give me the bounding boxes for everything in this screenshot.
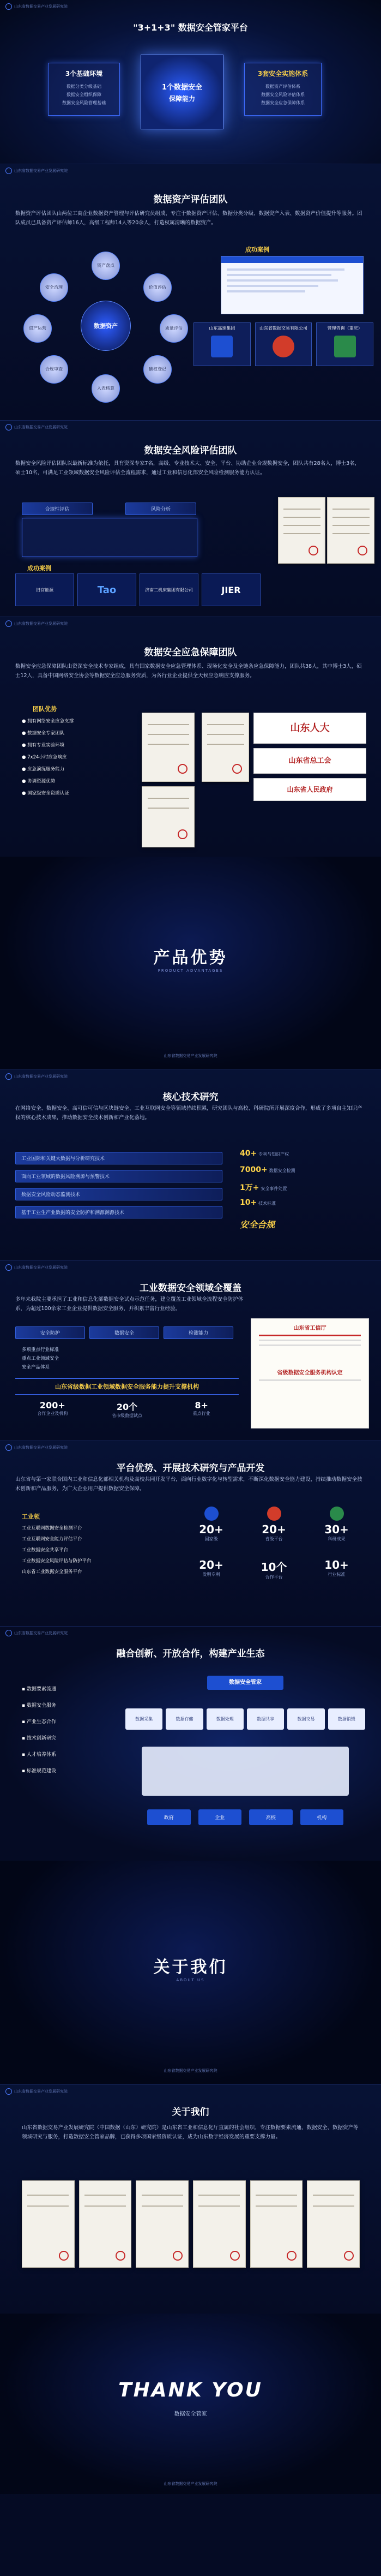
stat: 20+ 发明专利 <box>199 1558 223 1577</box>
stat: 10个 合作平台 <box>261 1561 287 1580</box>
stat: 200+ 合作企业及机构 <box>37 1400 68 1416</box>
brand-header: 山东省数据交易产业发展研究院 <box>5 620 68 627</box>
certificate-image <box>307 2180 360 2268</box>
case-content-lines <box>227 268 358 292</box>
brand-header: 山东省数据交易产业发展研究院 <box>5 1630 68 1636</box>
stat: 20+ 国家级 <box>180 1507 243 1542</box>
slide-product-cover <box>0 857 381 1069</box>
certificate-image <box>193 2180 246 2268</box>
diagram-bottom-node: 政府 <box>147 1809 191 1825</box>
section-title: 平台优势、开展技术研究与产品开发 <box>116 1463 265 1474</box>
section-subtitle: PRODUCT ADVANTAGES <box>158 969 223 973</box>
slide-ecosystem <box>0 1626 381 1861</box>
brand-logo-icon <box>5 1444 12 1451</box>
slogan: 安全合规 <box>240 1220 275 1230</box>
card-sub: 保障能力 <box>168 95 195 103</box>
diagram-node: 数据存储 <box>166 1708 203 1730</box>
brand-logo-icon <box>5 2088 12 2095</box>
brand-logo-icon <box>5 620 12 627</box>
stat: 20个 省市级数据试点 <box>112 1402 142 1418</box>
case-card: 山东省数据交易有限公司 <box>255 322 312 366</box>
slide-thank-you <box>0 2314 381 2494</box>
section-paragraph: 山东省与第一家联合国内工业和信息化部相关机构及高校共同开发平台，面向行业数字化与转型需求，不断深化数据安全能力建设，持续推动数据安全技术创新和产品服务，为广大企业用户提供数据安全保障。 <box>15 1477 362 1492</box>
section-title: 产品优势 <box>153 948 228 967</box>
certificate-image <box>202 713 249 782</box>
section-title: 工业数据安全领域全覆盖 <box>140 1283 241 1294</box>
section-paragraph: 数据安全风险评估团队以最新标准为依托，具有资深专家7名，高级、专业技术大、安全、平台、协助企业合规数据安全，团队共有28名人，博士3名，硕士10名，可满足工业领域数据安全风险评估全流程需求，通过工业和信息化部安全风险检测服务能力认证。 <box>15 461 360 476</box>
footer-brand: 山东省数据交易产业发展研究院 <box>164 2482 217 2486</box>
list-item: 工业互联网数据安全检测平台 <box>22 1526 82 1531</box>
team-list <box>22 715 109 799</box>
list-item: ▪ 标准规范建设 <box>22 1768 56 1774</box>
diagram-bottom-node: 机构 <box>300 1809 344 1825</box>
node-circle: 确权登记 <box>143 355 172 384</box>
slide-platform <box>0 0 381 164</box>
company-logo: JIER <box>202 573 261 606</box>
case-cards <box>193 322 373 366</box>
stat: 8+ 重点行业 <box>192 1400 210 1416</box>
list-item: 工业数据安全共享平台 <box>22 1547 69 1553</box>
thank-you-title: THANK YOU <box>118 2379 263 2401</box>
section-paragraph: 多年来我院主要承担了工业和信息化部数据安全试点示范任务，建立覆盖工业领域全流程安全防护体系，为超过100余家工业企业提供数据安全服务，并积累丰富行业经验。 <box>15 1296 244 1312</box>
diagram-center-panel <box>142 1747 349 1796</box>
list-item: ▪ 数据要素流通 <box>22 1687 56 1692</box>
tech-stats <box>240 1149 365 1230</box>
diagram-bottom-row <box>147 1809 343 1825</box>
brand-header: 山东省数据交易产业发展研究院 <box>5 2088 68 2095</box>
eco-diagram <box>125 1676 365 1839</box>
company-logo: 旧宫能源 <box>15 573 74 606</box>
brand-header: 山东省数据交易产业发展研究院 <box>5 1264 68 1271</box>
section-title: 融合创新、开放合作，构建产业生态 <box>116 1648 265 1659</box>
industrial-list <box>15 1326 233 1339</box>
pill-risk: 风险分析 <box>125 503 196 515</box>
list-item: ▪ 产业生态合作 <box>22 1719 56 1725</box>
list-item: ● 拥有网络安全应急支撑 <box>22 719 74 724</box>
list-item: ● 拥有专业实验环境 <box>22 743 65 748</box>
slide-about-cover <box>0 1861 381 2084</box>
case-logo-icon <box>334 336 356 357</box>
certificate-image <box>22 2180 75 2268</box>
brand-header: 山东省数据交易产业发展研究院 <box>5 424 68 431</box>
section-paragraph: 山东省数据交易产业发展研究院（中国数据（山东）研究院）是山东省工业和信息化厅直属的社会组织，专注数据要素流通、数据安全、数据资产等领域研究与服务，打造数据安全管家品牌，已获得多项国家级资质认证，成为山东数字经济发展的重要支撑力量。 <box>22 2125 359 2140</box>
company-logo: Tao <box>77 573 136 606</box>
card-heading: 1个数据安全 <box>161 83 203 92</box>
list-item: 工业数据安全风险评估与防护平台 <box>22 1558 92 1564</box>
diagram-node: 数据交易 <box>287 1708 324 1730</box>
stat-row: 10+ 技术标准 <box>240 1198 276 1207</box>
slide-emergency-team <box>0 617 381 857</box>
node-circle: 价值评估 <box>143 273 172 302</box>
success-label: 成功案例 <box>245 246 269 253</box>
card-right <box>244 63 322 116</box>
diagram-node-row <box>125 1708 365 1730</box>
case-card: 山东高速集团 <box>193 322 251 366</box>
slide-industrial <box>0 1260 381 1441</box>
slide-platform-adv <box>0 1441 381 1626</box>
asset-diagram <box>15 246 201 410</box>
team-label: 团队优势 <box>33 706 57 713</box>
diagram-top: 数据安全管家 <box>207 1676 283 1690</box>
list-item: ● 协调资源优势 <box>22 779 56 784</box>
company-strip <box>15 573 261 606</box>
node-circle: 安全治理 <box>40 273 68 302</box>
brand-logo-icon <box>5 3 12 10</box>
list-item: ● 国家级安全资质认证 <box>22 791 69 796</box>
industrial-lines: 多项重点行业标准 重点工业领域安全 安全产品体系 <box>22 1347 59 1370</box>
section-title: 数据资产评估团队 <box>153 194 228 205</box>
section-subtitle: ABOUT US <box>176 1978 205 1982</box>
diagram-bottom-node: 企业 <box>198 1809 242 1825</box>
tech-list <box>15 1152 222 1224</box>
diagram-node: 数据共享 <box>247 1708 284 1730</box>
section-paragraph: 数据安全应急保障团队由资深安全技术专家组成，具有国家数据安全应急管理体系、现场化安全及全链条应急保障能力，团队共38人，其中博士3人，硕士12人，具备中国网络安全协会等数据安全应急服务资质，为各行业企业提供全天候应急响应支撑服务。 <box>15 664 362 679</box>
diagram-node: 数据销毁 <box>328 1708 365 1730</box>
section-title: "3+1+3" 数据安全管家平台 <box>133 22 248 33</box>
card-left <box>48 63 120 116</box>
partner-card: 山东人大 <box>253 713 366 744</box>
industrial-stats <box>15 1400 239 1419</box>
certificate-image <box>278 497 325 564</box>
case-header-bar <box>221 256 363 263</box>
slide-core-tech <box>0 1069 381 1260</box>
section-paragraph: 在网络安全、数据安全、高可信可信与区块链安全、工业互联网安全等领域持续积累，研究团队与高校、科研院所开展深度合作，形成了多项自主知识产权的核心技术成果，推动数据安全技术创新和产业化落地。 <box>15 1105 362 1121</box>
certificate-image <box>79 2180 132 2268</box>
partner-card: 山东省总工会 <box>253 748 366 774</box>
list-item: 山东省工业数据安全服务平台 <box>22 1569 82 1575</box>
company-logo: 济南二机床集团有限公司 <box>140 573 198 606</box>
doc-panel: 山东省工信厅 省级数据安全服务机构认定 <box>251 1318 369 1429</box>
stat-row: 7000+ 数据安全检测 <box>240 1166 295 1174</box>
card-heading: 3个基础环境 <box>65 70 103 77</box>
cert-row <box>22 2180 360 2268</box>
node-circle: 合规审查 <box>40 355 68 384</box>
case-panel <box>221 256 364 314</box>
node-circle: 资产盘点 <box>92 252 120 280</box>
card-center <box>141 55 223 129</box>
brand-header: 山东省数据交易产业发展研究院 <box>5 1444 68 1451</box>
stat-icon <box>204 1507 219 1521</box>
diagram-node: 数据处理 <box>207 1708 244 1730</box>
pill-compliance: 合规性评估 <box>22 503 93 515</box>
risk-panel <box>22 518 197 557</box>
footer-brand: 山东省数据交易产业发展研究院 <box>164 2069 217 2073</box>
partner-card: 山东省人民政府 <box>253 778 366 801</box>
node-circle: 质量评估 <box>160 314 188 343</box>
pill-item: 数据安全 <box>89 1326 159 1339</box>
thank-you-sub: 数据安全管家 <box>174 2411 207 2417</box>
brand-logo-icon <box>5 1630 12 1636</box>
tech-item: 基于工业生产业数据的安全防护和溯源溯源技术 <box>15 1206 222 1218</box>
list-item: ▪ 人才培养体系 <box>22 1752 56 1758</box>
tech-item: 面向工业领域的数据风险溯源与预警技术 <box>15 1170 222 1182</box>
list-item: ● 应急演练服务能力 <box>22 767 65 772</box>
brand-logo-icon <box>5 168 12 174</box>
diagram-bottom-node: 高校 <box>249 1809 293 1825</box>
eco-list <box>22 1681 109 1779</box>
node-circle: 入表核算 <box>92 374 120 403</box>
certificate-image <box>136 2180 189 2268</box>
hub-circle: 数据资产 <box>81 301 131 351</box>
list-item: ▪ 技术创新研究 <box>22 1736 56 1741</box>
card-heading: 3套安全实施体系 <box>257 70 309 77</box>
brand-header: 山东省数据交易产业发展研究院 <box>5 1073 68 1080</box>
section-paragraph: 数据资产评估团队由两位工商企业数据资产管理与评估研究员组成，专注于数据资产评估、数据分类分级、数据资产入表、数据资产价值提升等服务。团队成员已具备资产评估师16人，高级工程师14人等20余人，打造权属清晰的数据资产。 <box>15 211 362 226</box>
brand-header: 山东省数据交易产业发展研究院 <box>5 168 68 174</box>
stat-icon <box>330 1507 344 1521</box>
certificate-image <box>142 786 195 847</box>
stat: 20+ 省级平台 <box>243 1507 305 1542</box>
stat: 10+ 行业标准 <box>324 1558 349 1577</box>
industrial-banner: 山东省级数据工业领域数据安全服务能力提升支撑机构 <box>15 1378 239 1395</box>
brand-logo-icon <box>5 1073 12 1080</box>
tech-item: 数据安全风险动态监测技术 <box>15 1188 222 1200</box>
tech-item: 工业国际和关键大数据与分析研究技术 <box>15 1152 222 1164</box>
case-card: 管理咨询（重庆） <box>316 322 373 366</box>
list-item: 工业互联网安全能力评估平台 <box>22 1537 82 1542</box>
stat: 30+ 科研成果 <box>305 1507 368 1542</box>
slide-risk-team <box>0 420 381 617</box>
platform-list <box>22 1523 158 1577</box>
card-lines: 数据分类分级基础 数据安全组织保障 数据安全风险管理基础 <box>62 84 106 105</box>
brand-logo-icon <box>5 1264 12 1271</box>
section-title: 核心技术研究 <box>162 1092 219 1103</box>
slide-about <box>0 2084 381 2314</box>
node-circle: 资产运营 <box>23 314 52 343</box>
card-lines: 数据资产评估体系 数据安全风险评估体系 数据安全应急保障体系 <box>261 84 305 105</box>
certificate-image <box>250 2180 303 2268</box>
pill-item: 检测能力 <box>164 1326 233 1339</box>
section-title: 关于我们 <box>172 2107 209 2118</box>
brand-logo-icon <box>5 424 12 431</box>
footer-brand: 山东省数据交易产业发展研究院 <box>164 1054 217 1058</box>
section-title: 数据安全应急保障团队 <box>144 647 237 658</box>
brand-header: 山东省数据交易产业发展研究院 <box>5 3 68 10</box>
list-item: ● 数据安全专家团队 <box>22 731 65 736</box>
slide-asset-team <box>0 164 381 420</box>
platform-stats <box>180 1507 368 1580</box>
diagram-node: 数据采集 <box>125 1708 162 1730</box>
stat-icon <box>267 1507 281 1521</box>
case-logo-icon <box>273 336 294 357</box>
platform-list-label: 工业领 <box>22 1513 40 1520</box>
pill-item: 安全防护 <box>15 1326 85 1339</box>
success-label: 成功案例 <box>27 565 51 572</box>
stat-row: 40+ 专利与知识产权 <box>240 1149 289 1158</box>
section-title: 关于我们 <box>153 1958 228 1977</box>
list-item: ● 7x24小时应急响应 <box>22 755 67 760</box>
stat-row: 1万+ 安全事件处置 <box>240 1184 287 1192</box>
certificate-image <box>327 497 374 564</box>
list-item: ▪ 数据安全服务 <box>22 1703 56 1708</box>
section-title: 数据安全风险评估团队 <box>144 445 237 456</box>
case-logo-icon <box>211 336 233 357</box>
certificate-image <box>142 713 195 782</box>
